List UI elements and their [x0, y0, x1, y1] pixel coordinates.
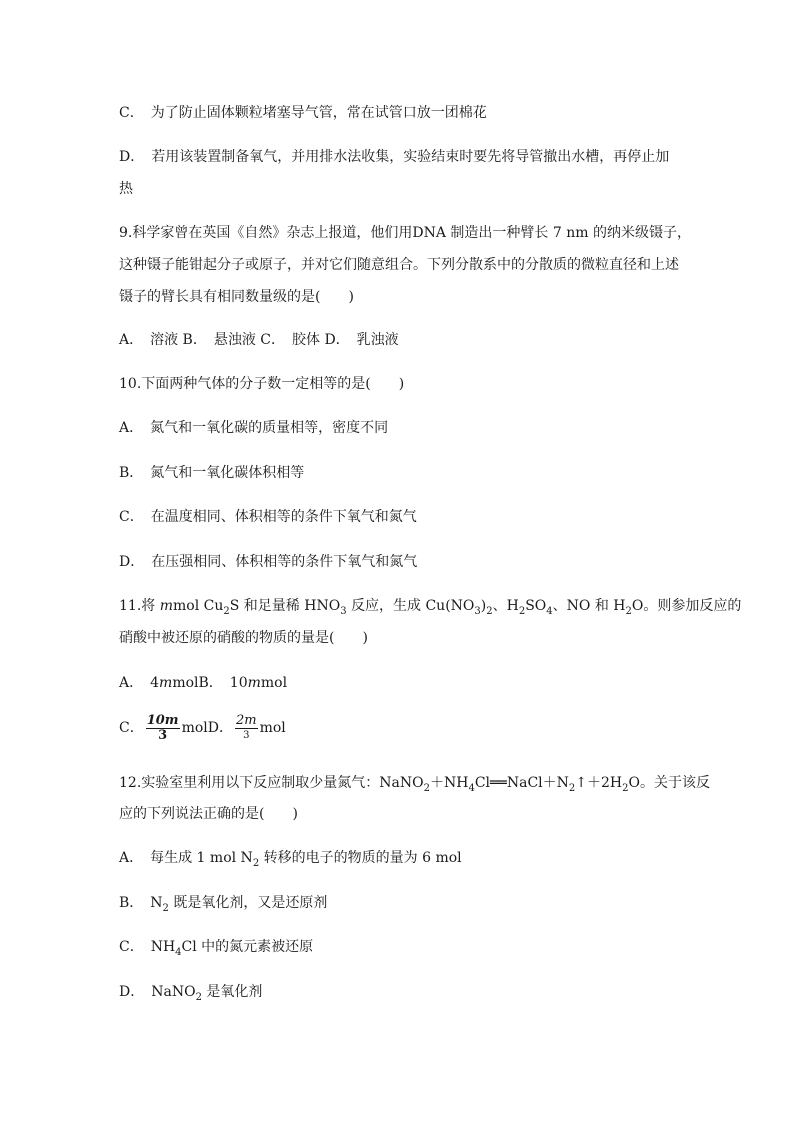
q11-unit: mol [259, 720, 286, 736]
q9-stem-line2: 这种镊子能钳起分子或原子，并对它们随意组合。下列分散系中的分散质的微粒直径和上述 [119, 257, 679, 273]
q12-option-c-text: C． NH [119, 939, 176, 955]
q11-option-b-text: molB． 10 [172, 675, 248, 691]
q11-subscript: 2 [223, 606, 230, 617]
q12-subscript: 2 [568, 783, 576, 794]
q11-subscript: 4 [546, 606, 553, 617]
q12-stem-line2: 应的下列说法正确的是( ) [119, 806, 298, 822]
q11-subscript: 3 [340, 606, 347, 617]
q12-subscript: 2 [423, 783, 430, 794]
q11-fraction-c-denominator: 3 [158, 728, 168, 743]
q11-text: S 和足量稀 HNO [229, 598, 341, 614]
q12-option-d-text: D． NaNO [119, 984, 196, 1000]
q12-text: ＋NH [429, 775, 469, 791]
q11-subscript: 2 [625, 606, 632, 617]
q9-stem-line1: 9.科学家曾在英国《自然》杂志上报道，他们用DNA 制造出一种臂长 7 nm 的纳米级镊子， [119, 225, 691, 241]
q11-text: SO [525, 598, 547, 614]
q11-text: O。则参加反应的 [631, 598, 742, 614]
q10-option-a: A． 氮气和一氧化碳的质量相等，密度不同 [119, 420, 389, 436]
q10-option-c: C． 在温度相同、体积相等的条件下氧气和氮气 [119, 509, 417, 525]
q12-stem-line1 [119, 774, 710, 792]
q10-stem: 10.下面两种气体的分子数一定相等的是( ) [119, 376, 405, 392]
q12-option-c [119, 938, 313, 956]
q11-options-ab [119, 674, 287, 692]
q11-var-m: m [159, 675, 173, 691]
q11-fraction-c-numerator: 10m [146, 713, 179, 728]
q11-var-m: m [159, 598, 173, 614]
q11-text: ) [480, 598, 487, 614]
q11-text: 11.将 [119, 598, 160, 614]
q11-subscript: 2 [518, 606, 526, 617]
q12-option-b-text: B． N [119, 895, 163, 911]
q12-option-a-text: 转移的电子的物质的量为 6 mol [259, 850, 462, 866]
q11-option-d-label: molD． [181, 720, 233, 736]
q11-var-m: m [247, 675, 261, 691]
q8-option-d-line2: 热 [119, 181, 133, 197]
q12-text: ↑＋2H [575, 775, 623, 791]
q11-unit: mol [260, 675, 288, 691]
q12-subscript: 2 [252, 858, 260, 869]
q12-option-b-text: 既是氧化剂，又是还原剂 [168, 895, 328, 911]
q11-option-c-label: C． [119, 720, 144, 736]
q11-fraction-d-denominator: 3 [243, 730, 250, 741]
q12-option-d [119, 983, 262, 1001]
q12-subscript: 4 [468, 783, 475, 794]
q12-option-b [119, 894, 327, 912]
q11-option-a-text: A． 4 [119, 675, 160, 691]
q12-subscript: 2 [162, 903, 169, 914]
q11-text: mol Cu [173, 598, 224, 614]
q12-text: 12.实验室里利用以下反应制取少量氮气：NaNO [119, 775, 424, 791]
q11-subscript: 2 [486, 606, 493, 617]
q10-option-b: B． 氮气和一氧化碳体积相等 [119, 465, 305, 481]
q8-option-d-line1: D． 若用该装置制备氧气，并用排水法收集，实验结束时要先将导管撤出水槽，再停止加 [119, 149, 670, 165]
q11-text: 、NO 和 H [552, 598, 626, 614]
q11-stem-line1 [119, 597, 741, 615]
q11-options-cd [119, 712, 286, 744]
q11-text: 反应，生成 Cu(NO [346, 598, 475, 614]
q10-option-d: D． 在压强相同、体积相等的条件下氧气和氮气 [119, 554, 418, 570]
q9-stem-line3: 镊子的臂长具有相同数量级的是( ) [119, 289, 354, 305]
q8-option-c: C． 为了防止固体颗粒堵塞导气管，常在试管口放一团棉花 [119, 105, 487, 121]
q12-option-c-text: Cl 中的氮元素被还原 [181, 939, 314, 955]
q11-fraction-d-numerator: 2m [235, 713, 257, 728]
q12-text: Cl══NaCl＋N [474, 775, 569, 791]
q12-subscript: 4 [175, 947, 182, 958]
q11-fraction-c [146, 714, 180, 742]
q9-options: A． 溶液 B． 悬浊液 C． 胶体 D． 乳浊液 [119, 332, 399, 348]
q11-text: 、H [492, 598, 519, 614]
q11-stem-line2: 硝酸中被还原的硝酸的物质的量是( ) [119, 630, 368, 646]
q12-subscript: 2 [195, 992, 202, 1003]
q12-option-d-text: 是氧化剂 [201, 984, 263, 1000]
q12-option-a-text: A． 每生成 1 mol N [119, 850, 253, 866]
q11-subscript: 3 [474, 606, 481, 617]
q11-fraction-d [235, 714, 258, 742]
q12-text: O。关于该反 [628, 775, 710, 791]
q12-option-a [119, 849, 462, 867]
q12-subscript: 2 [622, 783, 629, 794]
